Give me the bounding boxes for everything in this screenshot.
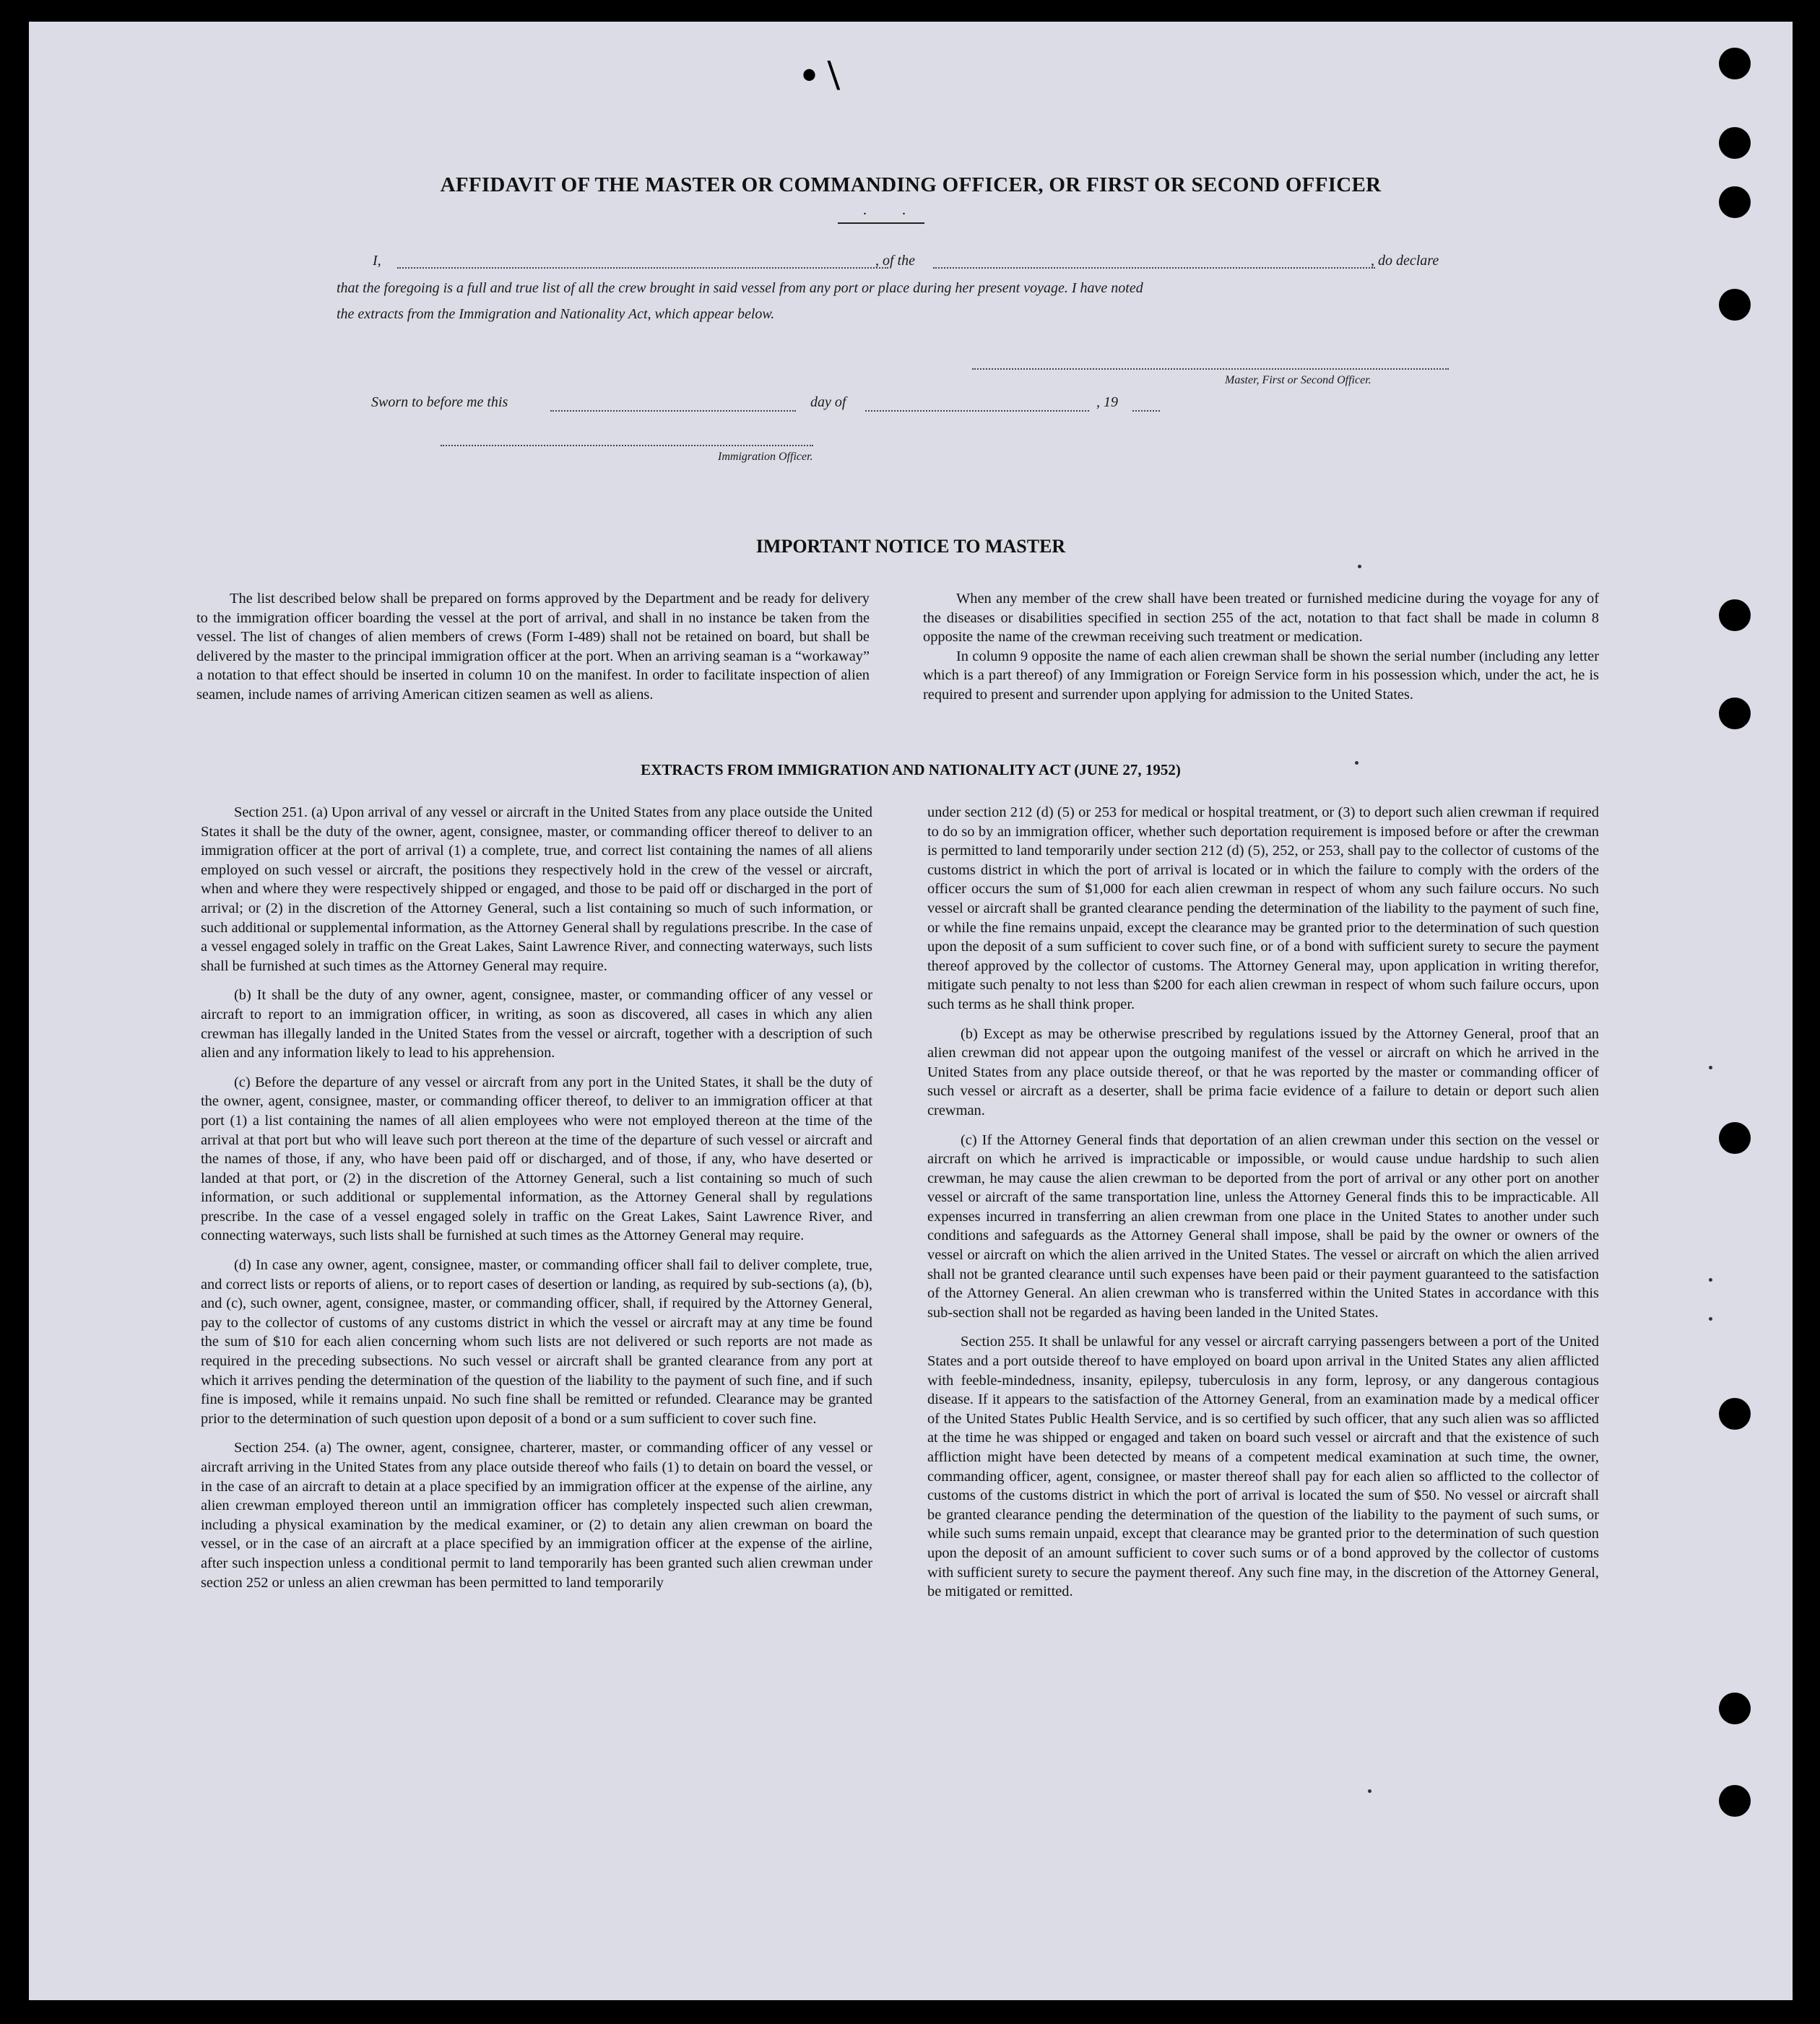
affidavit-line2: that the foregoing is a full and true list of all the crew brought in said vessel from any port or place during her present voyage. I have noted: [337, 280, 1143, 296]
notice-right-paragraph-2: In column 9 opposite the name of each alien crewman shall be shown the serial number (including any letter which is a part thereof) of any Immigration or Foreign Service form in his possession which, under the act, he is required to present and surrender upon applying for admission to the United States.: [923, 648, 1599, 703]
section-251-a: Section 251. (a) Upon arrival of any vessel or aircraft in the United States from any place outside the United States it shall be the duty of the owner, agent, consignee, master, or commanding officer thereof to deliver to an immigration officer at the port of arrival (1) a complete, true, and correct list containing the names of all aliens employed on such vessel or aircraft, the positions they respectively hold in the crew of the vessel or aircraft, when and where they were respectively shipped or engaged, and those to be paid off or discharged in the port of arrival; or (2) in the discretion of the Attorney General, such a list containing so much of such information, or such additional or supplemental information, as the Attorney General shall by regulations prescribe. In the case of a vessel engaged solely in traffic on the Great Lakes, Saint Lawrence River, and connecting waterways, such lists shall be furnished at such times as the Attorney General may require.: [201, 804, 872, 974]
speck: [1355, 761, 1358, 765]
notice-right-paragraph-1: When any member of the crew shall have been treated or furnished medicine during the voyage for any of the diseases or disabilities specified in section 255 of the act, notation to that fact shall be made in column 8 opposite the name of the crewman receiving such treatment or medication.: [923, 591, 1599, 645]
punch-hole: [1719, 289, 1751, 321]
immigration-officer-signature-line[interactable]: [441, 445, 813, 446]
master-signature-label: Master, First or Second Officer.: [1225, 374, 1372, 386]
extracts-left-column: [201, 803, 872, 1602]
section-251-b: (b) It shall be the duty of any owner, agent, consignee, master, or commanding officer of any vessel or aircraft to report to an immigration officer, in writing, as soon as discovered, all cases in which any alien crewman has illegally landed in the United States from the vessel or aircraft, together with a description of such alien and any information likely to lead to his apprehension.: [201, 987, 872, 1061]
punch-hole: [1719, 1398, 1751, 1430]
punch-hole: [1719, 698, 1751, 729]
sworn-day-of: day of: [810, 394, 846, 410]
speck: [1709, 1066, 1712, 1069]
affidavit-of-the: , of the: [875, 253, 915, 269]
section-254-a-continued: under section 212 (d) (5) or 253 for medical or hospital treatment, or (3) to deport such alien crewman if required to do so by an immigration officer, whether such deportation requirement is imposed before or after the crewman is permitted to land temporarily under section 212 (d) (5), 252, or 253, shall pay to the collector of customs of the customs district in which the port of arrival is located or in which the failure to comply with the orders of the officer occurs the sum of $1,000 for each alien crewman in respect of whom any such failure occurs. No such vessel or aircraft shall be granted clearance pending the determination of the liability to the payment of such fine, or while the fine remains unpaid, except the clearance may be granted prior to the determination of such question upon the deposit of a sum sufficient to cover such fine, or of a bond with sufficient surety to secure the payment thereof approved by the collector of customs. The Attorney General may, upon application in writing therefor, mitigate such penalty to not less than $200 for each alien crewman in respect of whom such failure occurs, upon such terms as he shall think proper.: [927, 804, 1599, 1012]
sworn-year: , 19: [1096, 394, 1118, 410]
section-254-a: Section 254. (a) The owner, agent, consignee, charterer, master, or commanding officer of any vessel or aircraft arriving in the United States from any place outside thereof who fails (1) to detain on board the vessel, or in the case of an aircraft to detain at a place specified by an immigration officer at the expense of the airline, any alien crewman employed thereon until an immigration officer has completely inspected such alien crewman, including a physical examination by the medical examiner, or (2) to detain any alien crewman on board the vessel, or in the case of an aircraft at a place specified by an immigration officer at the expense of the airline, after such inspection unless a conditional permit to land temporarily has been granted such alien crewman under section 252 or unless an alien crewman has been permitted to land temporarily: [201, 1440, 872, 1591]
speck: [1368, 1789, 1372, 1793]
speck: [1709, 1278, 1712, 1282]
affidavit-i: I,: [373, 253, 381, 269]
section-254-c: (c) If the Attorney General finds that deportation of an alien crewman under this section on the vessel or aircraft on which he arrived is impracticable or impossible, or would cause undue hardship to such alien crewman, he may cause the alien crewman to be deported from the port of arrival or any other port on another vessel or aircraft of the same transportation line, unless the Attorney General finds this to be impracticable. All expenses incurred in transferring an alien crewman from one place in the United States to another under such conditions and safeguards as the Attorney General shall impose, shall be paid by the owner or owners of the vessel or aircraft on which the alien arrived in the United States. The vessel or aircraft on which the alien arrived shall not be granted clearance until such expenses have been paid or their payment guaranteed to the satisfaction of the Attorney General. An alien crewman who is transferred within the United States in accordance with this sub-section shall not be regarded as having been landed in the United States.: [927, 1132, 1599, 1321]
title-dots: . .: [863, 202, 922, 218]
form-page: [29, 22, 1793, 2000]
sworn-text: Sworn to before me this: [371, 394, 508, 410]
section-251-c: (c) Before the departure of any vessel or aircraft from any port in the United States, it shall be the duty of the owner, agent, consignee, master, or commanding officer thereof, to deliver to an immigration officer at that port (1) a list containing the names of all alien employees who were not employed thereon at the time of the arrival at that port but who will leave such port thereon at the time of the departure of such vessel or aircraft and the names of those, if any, who have been paid off or discharged, and of those, if any, who have deserted or landed at that port, or (2) in the discretion of the Attorney General, such a list containing so much of such information, or such additional or supplemental information, as the Attorney General shall by regulations prescribe. In the case of a vessel engaged solely in traffic on the Great Lakes, Saint Lawrence River, and connecting waterways, such lists shall be furnished at such times as the Attorney General may require.: [201, 1074, 872, 1244]
extracts-right-column: [927, 803, 1599, 1612]
punch-hole: [1719, 1122, 1751, 1154]
sworn-month-line[interactable]: [865, 410, 1089, 412]
top-mark: • \: [802, 51, 840, 99]
sworn-year-line[interactable]: [1132, 410, 1160, 412]
punch-hole: [1719, 1785, 1751, 1817]
notice-heading: IMPORTANT NOTICE TO MASTER: [755, 536, 1066, 557]
section-255: Section 255. It shall be unlawful for any vessel or aircraft carrying passengers between a port of the United States and a port outside thereof to have employed on board upon arrival in the United States any alien afflicted with feeble-mindedness, insanity, epilepsy, tuberculosis in any form, leprosy, or any dangerous contagious disease. If it appears to the satisfaction of the Attorney General, from an examination made by a medical officer of the United States Public Health Service, and is so certified by such officer, that any such alien was so afflicted at the time he was shipped or engaged and taken on board such vessel or aircraft and that the existence of such affliction might have been detected by means of a competent medical examination at such time, the owner, commanding officer, agent, consignee, or master thereof shall pay for each alien so afflicted to the collector of customs of the customs district in which the port of arrival is located the sum of $50. No vessel or aircraft shall be granted clearance pending the determination of the question of the liability to the payment of such sums, or while such sums remain unpaid, except that clearance may be granted prior to the determination of such question upon the deposit of an amount sufficient to cover such sums or of a bond approved by the collector of customs with sufficient surety to secure the payment thereof. Any such fine may, in the discretion of the Attorney General, be mitigated or remitted.: [927, 1334, 1599, 1600]
affidavit-title: AFFIDAVIT OF THE MASTER OR COMMANDING OFFICER, OR FIRST OR SECOND OFFICER: [440, 173, 1382, 196]
punch-hole: [1719, 127, 1751, 159]
vessel-name-line[interactable]: [933, 267, 1375, 269]
extracts-heading: EXTRACTS FROM IMMIGRATION AND NATIONALITY ACT (JUNE 27, 1952): [641, 761, 1181, 778]
section-251-d: (d) In case any owner, agent, consignee, master, or commanding officer shall fail to deliver complete, true, and correct lists or reports of aliens, or to report cases of desertion or landing, as required by sub-sections (a), (b), and (c), such owner, agent, consignee, master, or commanding officer, shall, if required by the Attorney General, pay to the collector of customs of any customs district in which the vessel or aircraft may at any time be found the sum of $10 for each alien concerning whom such lists are not delivered or such reports are not made as required in the preceding subsections. No such vessel or aircraft shall be granted clearance from any port at which it arrives pending the determination of the question of the liability to the payment of such fine, and if such fine is imposed, while it remains unpaid. No such fine shall be remitted or refunded. Clearance may be granted prior to the determination of such question upon deposit of a bond or a sum sufficient to cover such fine.: [201, 1257, 872, 1427]
title-rule: [838, 222, 924, 224]
immigration-officer-label: Immigration Officer.: [718, 451, 813, 463]
punch-hole: [1719, 48, 1751, 79]
notice-left-paragraph: The list described below shall be prepared on forms approved by the Department and be ready for delivery to the immigration officer boarding the vessel at the port of arrival, and shall in no instance be taken from the vessel. The list of changes of alien members of crews (Form I-489) shall not be retained on board, but shall be delivered by the master to the principal immigration officer at the port. When an arriving seaman is a “workaway” a notation to that effect should be inserted in column 10 on the manifest. In order to facilitate inspection of alien seamen, include names of arriving American citizen seamen as well as aliens.: [196, 591, 870, 703]
declarant-name-line[interactable]: [397, 267, 888, 269]
punch-hole: [1719, 1693, 1751, 1724]
master-signature-line[interactable]: [972, 368, 1449, 370]
section-254-b: (b) Except as may be otherwise prescribed by regulations issued by the Attorney General, proof that an alien crewman did not appear upon the outgoing manifest of the vessel or aircraft on which he arrived in the United States from any place outside thereof, or that he was reported by the master or commanding officer of such vessel or aircraft as a deserter, shall be prima facie evidence of a failure to detain or deport such alien crewman.: [927, 1025, 1599, 1119]
notice-right-column: [923, 589, 1599, 704]
notice-left-column: [196, 589, 870, 704]
sworn-day-line[interactable]: [550, 410, 796, 412]
affidavit-declare: , do declare: [1371, 253, 1439, 269]
speck: [1709, 1317, 1712, 1321]
speck: [1358, 565, 1361, 568]
affidavit-line3: the extracts from the Immigration and Nationality Act, which appear below.: [337, 306, 775, 322]
punch-hole: [1719, 599, 1751, 631]
punch-hole: [1719, 186, 1751, 218]
